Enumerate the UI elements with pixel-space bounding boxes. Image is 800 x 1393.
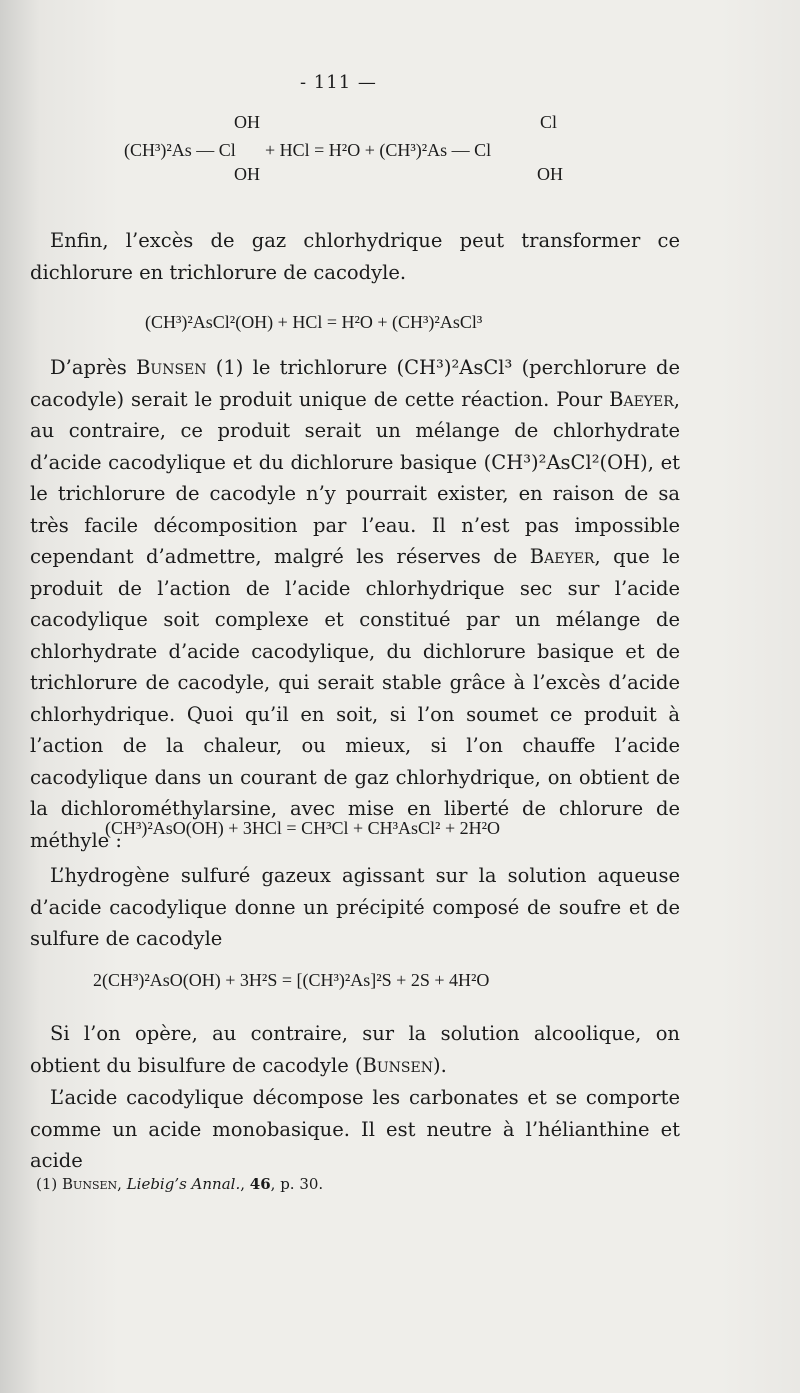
p2-text-d: , que le produit de l’action de l’acide chlorhydrique sec sur l’acide cacodylique soit complexe et constitué par un mélange de chlorhydrate d’acide cacodylique, du dichlorure basique et de trichlorure de cacodyle, qui serait stable grâce à l’excès d’acide chlorhydrique. Quoi qu’il en soit, si l’on soumet ce produit à l’action de la chaleur, ou mieux, si l’on chauffe l’acide cacodylique dans un courant de gaz chlorhydrique, on obtient de la dichlorométhylarsine, avec mise en liberté de chlorure de méthyle :: [30, 545, 680, 852]
equation-3: (CH³)²AsO(OH) + 3HCl = CH³Cl + CH³AsCl² + 2H²O: [105, 818, 500, 838]
footnote-volume: 46: [249, 1175, 271, 1193]
struct-left-bottom: OH: [234, 164, 260, 184]
paragraph-4: [30, 1018, 680, 1081]
p4-text-a: Si l’on opère, au contraire, sur la solution alcoolique, on obtient du bisulfure de cacodyle (: [30, 1022, 680, 1077]
footnote-page: , p. 30.: [270, 1175, 324, 1193]
paragraph-1: [30, 225, 680, 288]
struct-left-main: (CH³)²As — Cl: [124, 140, 236, 160]
p2-author-baeyer-2: Baeyer: [529, 545, 595, 568]
p4-text-b: ).: [433, 1053, 447, 1077]
struct-middle: + HCl = H²O + (CH³)²As — Cl: [265, 140, 492, 160]
paragraph-1-text: Enfin, l’excès de gaz chlorhydrique peut transformer ce dichlorure en trichlorure de cacodyle.: [30, 229, 680, 284]
paragraph-5: [30, 1082, 680, 1177]
paragraph-5-text: L’acide cacodylique décompose les carbonates et se comporte comme un acide monobasique. Il est neutre à l’hélianthine et acide: [30, 1086, 680, 1172]
footnote-marker: (1): [36, 1175, 58, 1193]
p2-author-baeyer: Baeyer: [609, 387, 674, 411]
footnote-author: Bunsen: [62, 1175, 118, 1193]
p2-author-bunsen: Bunsen: [136, 356, 207, 379]
p4-author-bunsen: Bunsen: [362, 1053, 433, 1077]
equation-2: (CH³)²AsCl²(OH) + HCl = H²O + (CH³)²AsCl³: [145, 312, 483, 332]
paragraph-2: [30, 352, 680, 856]
paragraph-3-text: L’hydrogène sulfuré gazeux agissant sur la solution aqueuse d’acide cacodylique donne un précipité composé de soufre et de sulfure de cacodyle: [30, 864, 680, 950]
footnote-journal: Liebig’s Annal.: [126, 1175, 241, 1193]
page-number: - 111 —: [300, 72, 377, 93]
footnote: (1) Bunsen, Liebig’s Annal., 46, p. 30.: [36, 1175, 324, 1193]
struct-left-top: OH: [234, 112, 260, 132]
p2-text-c: , au contraire, ce produit serait un mélange de chlorhydrate d’acide cacodylique et du dichlorure basique (CH³)²AsCl²(OH), et le trichlorure de cacodyle n’y pourrait exister, en raison de sa très facile décomposition par l’eau. Il n’est pas impossible cependant d’admettre, malgré les réserves de: [30, 387, 680, 568]
struct-right-top: Cl: [540, 112, 558, 132]
p2-text-a: D’après: [50, 356, 137, 379]
equation-4: 2(CH³)²AsO(OH) + 3H²S = [(CH³)²As]²S + 2S + 4H²O: [93, 970, 490, 990]
struct-right-bottom: OH: [537, 164, 563, 184]
paragraph-3: [30, 860, 680, 955]
p2-text-b: (1) le trichlorure (CH³)²AsCl³ (perchlorure de cacodyle) serait le produit unique de cette réaction. Pour: [30, 356, 680, 411]
structural-equation: [0, 0, 800, 200]
